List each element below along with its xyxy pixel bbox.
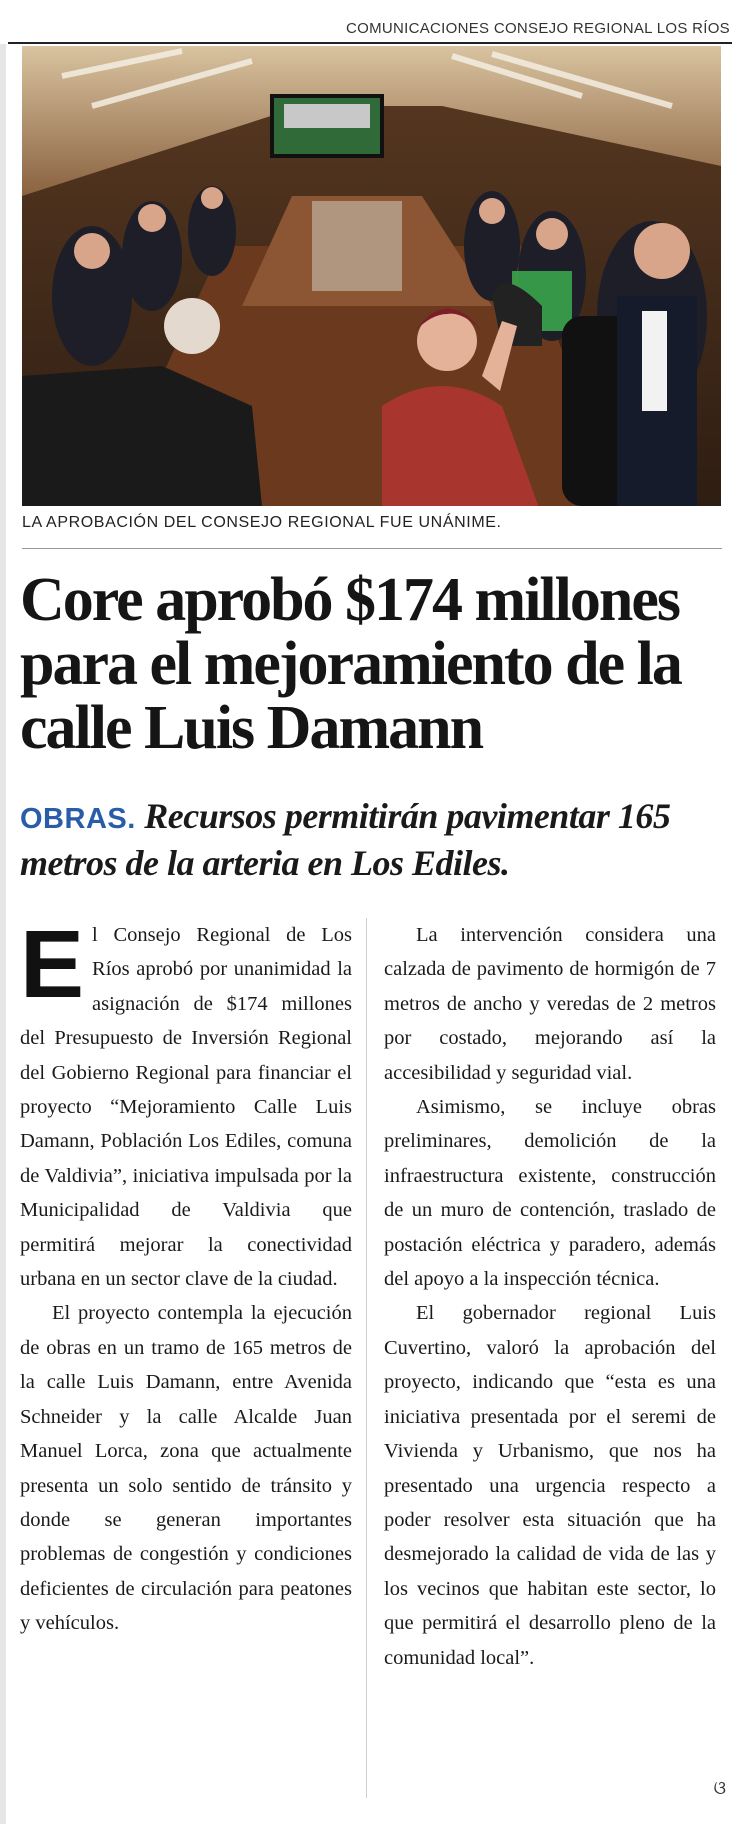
caption-rule — [22, 548, 722, 549]
article-column-left — [20, 911, 352, 1641]
article-headline: Core aprobó $174 millones para el mejoramiento de la calle Luis Damann — [20, 566, 681, 762]
photo-caption: LA APROBACIÓN DEL CONSEJO REGIONAL FUE UNÁNIME. — [22, 514, 502, 531]
paragraph-2: El proyecto contempla la ejecución de obras en un tramo de 165 metros de la calle Luis Damann, entre Avenida Schneider y la calle Alcalde Juan Manuel Lorca, zona que actualmente presenta un solo sentido de tránsito y donde se generan importantes problemas de congestión y condiciones deficientes de circulación para peatones y vehículos. — [20, 1302, 352, 1635]
top-rule — [8, 42, 732, 44]
section-kicker: OBRAS. — [20, 803, 136, 835]
paragraph-5: El gobernador regional Luis Cuvertino, valoró la aprobación del proyecto, indicando que “esta es una iniciativa presentada por el seremi de Vivienda y Urbanismo, que nos ha presentado una urgencia respecto a poder resolver esta situación que ha desmejorado la calidad de vida de las y los vecinos que habitan este sector, lo que permitirá el desarrollo pleno de la comunidad local”. — [384, 1302, 716, 1669]
paragraph-1-text: l Consejo Regional de Los Ríos aprobó por unanimidad la asignación de $174 millones del Presupuesto de Inversión Regional del Gobierno Regional para financiar el proyecto “Mejoramiento Calle Luis Damann, Población Los Ediles, comuna de Valdivia”, iniciativa impulsada por la Municipalidad de Valdivia que permitirá mejorar la conectividad urbana en un sector clave de la ciudad. — [20, 924, 352, 1291]
article-column-right — [384, 918, 716, 1675]
drop-cap: E — [20, 911, 85, 1018]
council-meeting-illustration — [22, 46, 721, 506]
column-divider — [366, 918, 367, 1798]
deck-text: Recursos permitirán pavimentar 165 metros de la arteria en Los Ediles. — [20, 796, 671, 883]
paragraph-4: Asimismo, se incluye obras preliminares, demolición de la infraestructura existente, construcción de un muro de contención, traslado de postación eléctrica y paradero, además del apoyo a la inspección técnica. — [384, 1096, 716, 1291]
page-edge-strip — [0, 44, 6, 1824]
article-photo — [22, 46, 721, 506]
photo-credit: COMUNICACIONES CONSEJO REGIONAL LOS RÍOS — [345, 20, 730, 37]
article-deck — [20, 794, 730, 885]
paragraph-3-visible: La intervención considera una calzada de pavimento de hormigón de 7 metros de ancho y veredas de 2 metros por costado, mejorando así la accesibilidad y seguridad vial. — [384, 924, 716, 1084]
paragraph-1 — [20, 911, 352, 1296]
end-mark-icon: ଓ — [713, 1778, 726, 1799]
